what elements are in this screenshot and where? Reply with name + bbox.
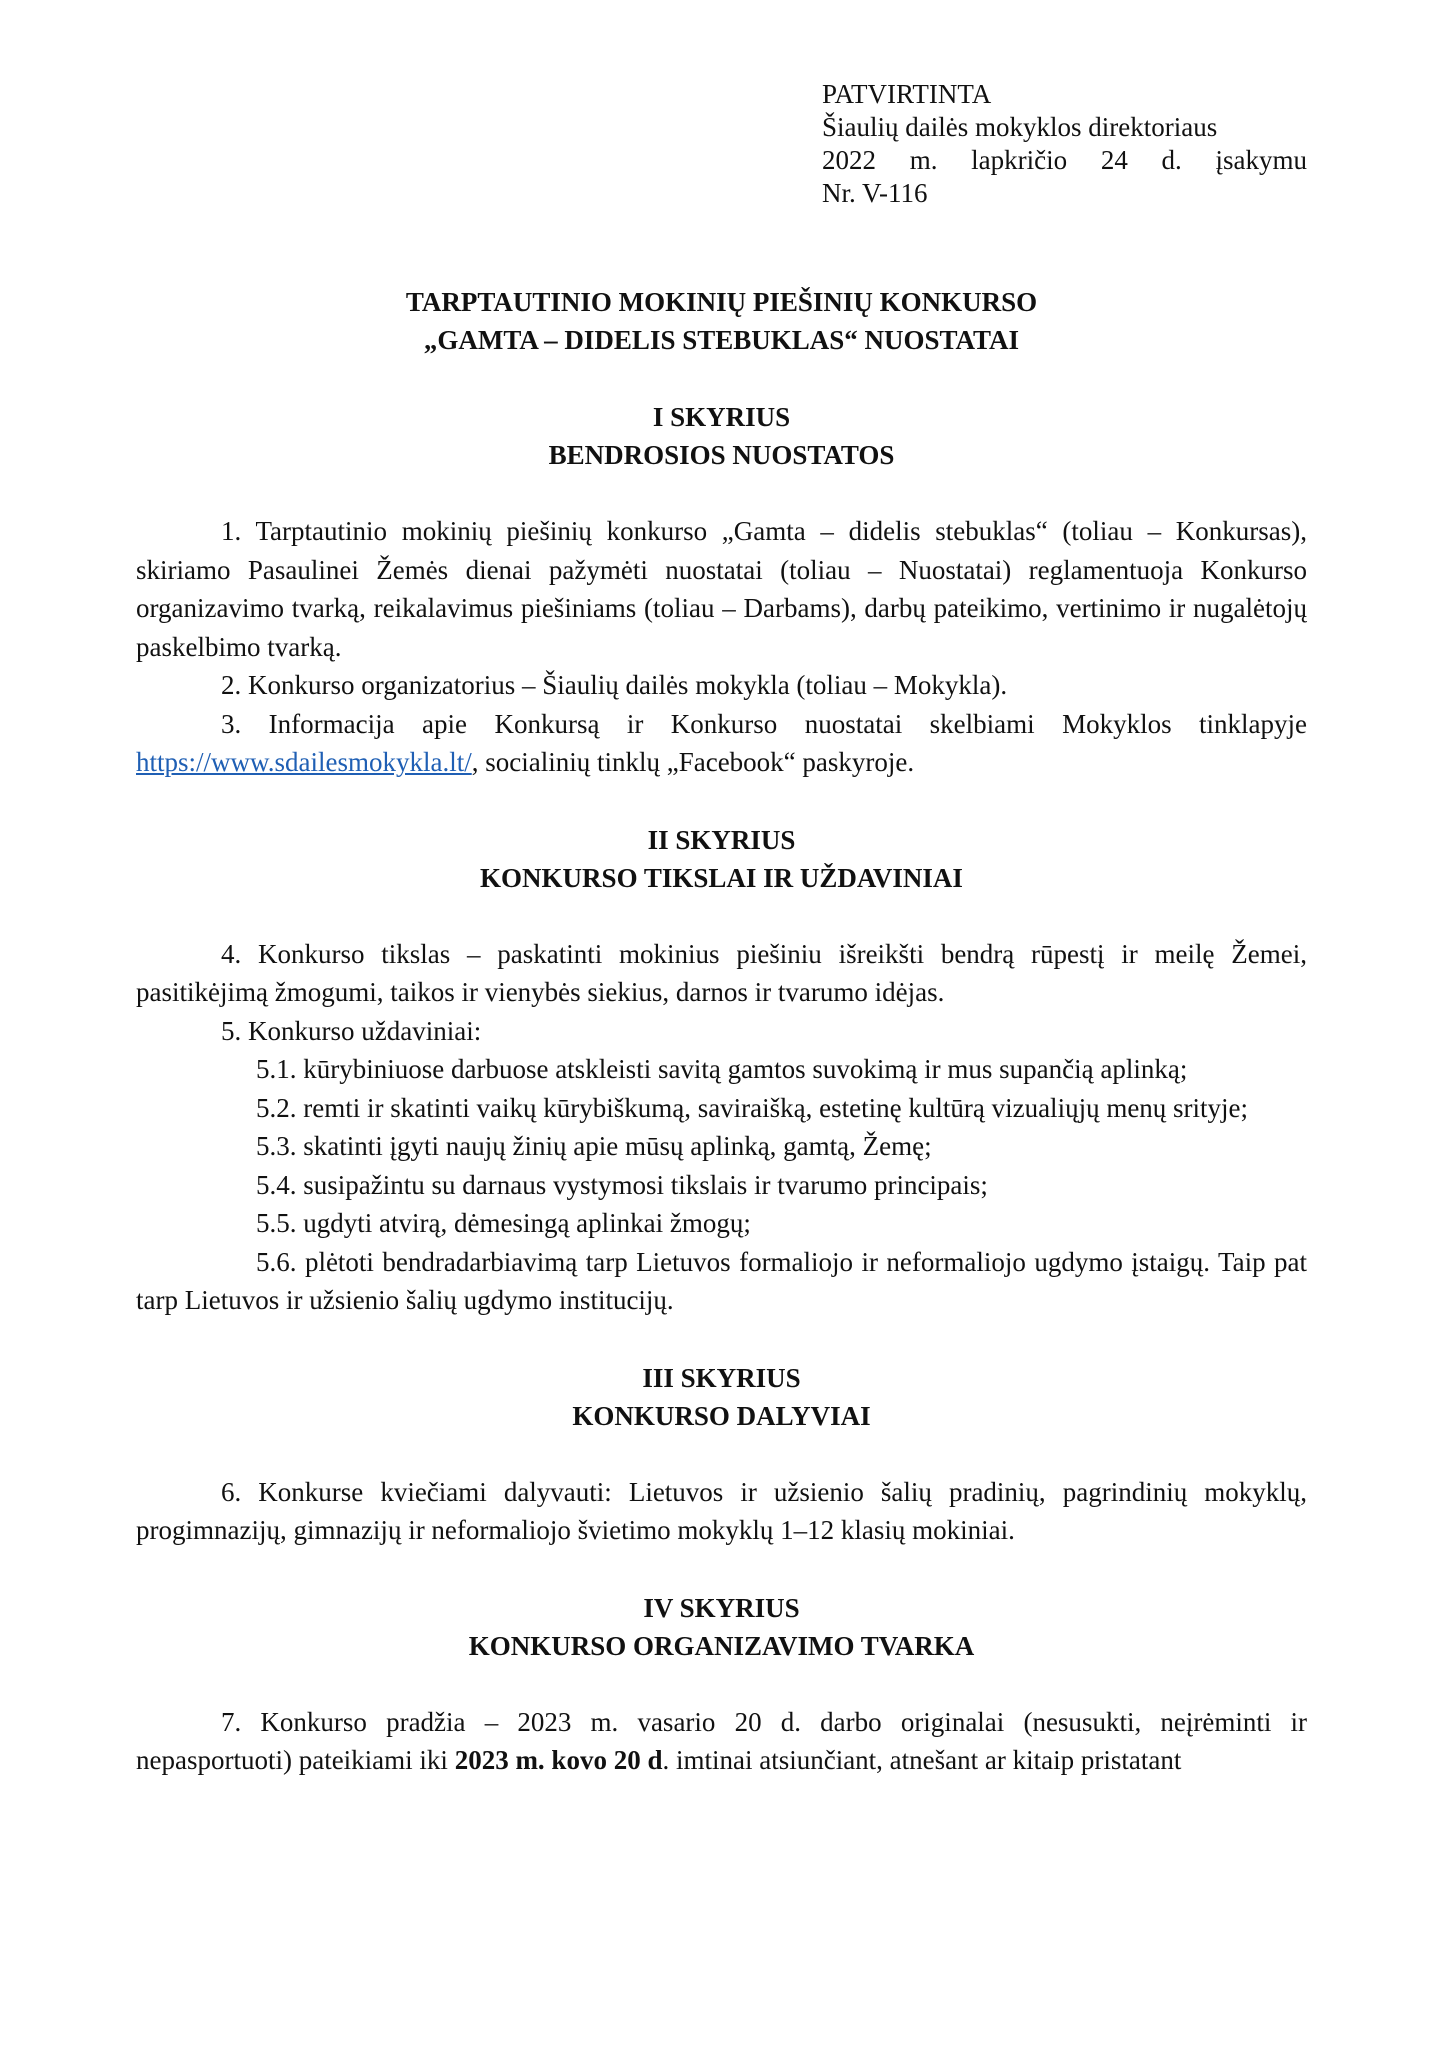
- approval-issuer: Šiaulių dailės mokyklos direktoriaus: [822, 112, 1218, 142]
- chapter-heading-2: [136, 821, 1307, 897]
- paragraph-4: 4. Konkurso tikslas – paskatinti mokinius piešiniu išreikšti bendrą rūpestį ir meilę Žemei, pasitikėjimą žmogumi, taikos ir vienybės siekius, darnos ir tvarumo idėjas.: [136, 938, 1307, 1007]
- chapter-name: KONKURSO TIKSLAI IR UŽDAVINIAI: [480, 862, 963, 893]
- approval-number: Nr. V-116: [822, 178, 928, 208]
- paragraph-2: 2. Konkurso organizatorius – Šiaulių dailės mokykla (toliau – Mokykla).: [221, 670, 1008, 700]
- list-item: 5.4. susipažintu su darnaus vystymosi tikslais ir tvarumo principais;: [256, 1169, 988, 1200]
- paragraph-7: [136, 1703, 1307, 1780]
- paragraph-1: 1. Tarptautinio mokinių piešinių konkurso „Gamta – didelis stebuklas“ (toliau – Konkursas), skiriamo Pasaulinei Žemės dienai pažymėti nuostatai (toliau – Nuostatai) reglamentuoja Konkurso organizavimo tvarką, reikalavimus piešiniams (toliau – Darbams), darbų pateikimo, vertinimo ir nugalėtojų paskelbimo tvarką.: [136, 516, 1307, 662]
- paragraph-3-tail: , socialinių tinklų „Facebook“ paskyroje.: [471, 747, 915, 777]
- chapter-number: III SKYRIUS: [642, 1362, 801, 1393]
- chapter-heading-3: [136, 1359, 1307, 1435]
- approval-block: [822, 78, 1307, 210]
- chapter-number: IV SKYRIUS: [643, 1592, 800, 1623]
- document-body: [136, 283, 1307, 1780]
- list-item: 5.3. skatinti įgyti naujų žinių apie mūsų aplinką, gamtą, Žemę;: [256, 1131, 932, 1161]
- chapter-heading-1: [136, 398, 1307, 474]
- paragraph-7-tail: . imtinai atsiunčiant, atnešant ar kitaip pristatant: [662, 1745, 1182, 1775]
- chapter-name: KONKURSO ORGANIZAVIMO TVARKA: [468, 1630, 975, 1661]
- chapter-heading-4: [136, 1589, 1307, 1665]
- paragraph-5: 5. Konkurso uždaviniai:: [221, 1015, 482, 1046]
- approval-date: 2022 m. lapkričio 24 d. įsakymu: [822, 145, 1307, 175]
- list-item: 5.2. remti ir skatinti vaikų kūrybiškumą, saviraišką, estetinę kultūrą vizualiųjų menų srityje;: [256, 1092, 1249, 1123]
- chapter-number: II SKYRIUS: [647, 824, 796, 855]
- list-item: 5.1. kūrybiniuose darbuose atskleisti savitą gamtos suvokimą ir mus supančią aplinką;: [256, 1054, 1188, 1084]
- paragraph-6: 6. Konkurse kviečiami dalyvauti: Lietuvos ir užsienio šalių pradinių, pagrindinių mokyklų, progimnazijų, gimnazijų ir neformaliojo švietimo mokyklų 1–12 klasių mokiniai.: [136, 1476, 1307, 1545]
- title-line-2: „GAMTA – DIDELIS STEBUKLAS“ NUOSTATAI: [423, 325, 1020, 355]
- school-website-link[interactable]: https://www.sdailesmokykla.lt/: [136, 747, 472, 777]
- chapter-number: I SKYRIUS: [652, 402, 791, 432]
- chapter-name: KONKURSO DALYVIAI: [572, 1400, 871, 1431]
- list-item: 5.5. ugdyti atvirą, dėmesingą aplinkai žmogų;: [256, 1208, 751, 1238]
- deadline-date: 2023 m. kovo 20 d: [454, 1745, 663, 1775]
- document-title: [136, 283, 1307, 359]
- chapter-name: BENDROSIOS NUOSTATOS: [548, 440, 895, 470]
- paragraph-7-text: 7. Konkurso pradžia – 2023 m. vasario 20 d. darbo originalai (nesusukti, neįrėminti ir nepasportuoti) pateikiami iki: [136, 1706, 1307, 1775]
- title-line-1: TARPTAUTINIO MOKINIŲ PIEŠINIŲ KONKURSO: [405, 287, 1038, 317]
- paragraph-3-text: 3. Informacija apie Konkursą ir Konkurso nuostatai skelbiami Mokyklos tinklapyje: [221, 708, 1307, 739]
- approval-label: PATVIRTINTA: [822, 79, 992, 109]
- list-item: 5.6. plėtoti bendradarbiavimą tarp Lietuvos formaliojo ir neformaliojo ugdymo įstaigų. Taip pat tarp Lietuvos ir užsienio šalių ugdymo institucijų.: [136, 1246, 1307, 1315]
- paragraph-3: [136, 705, 1307, 782]
